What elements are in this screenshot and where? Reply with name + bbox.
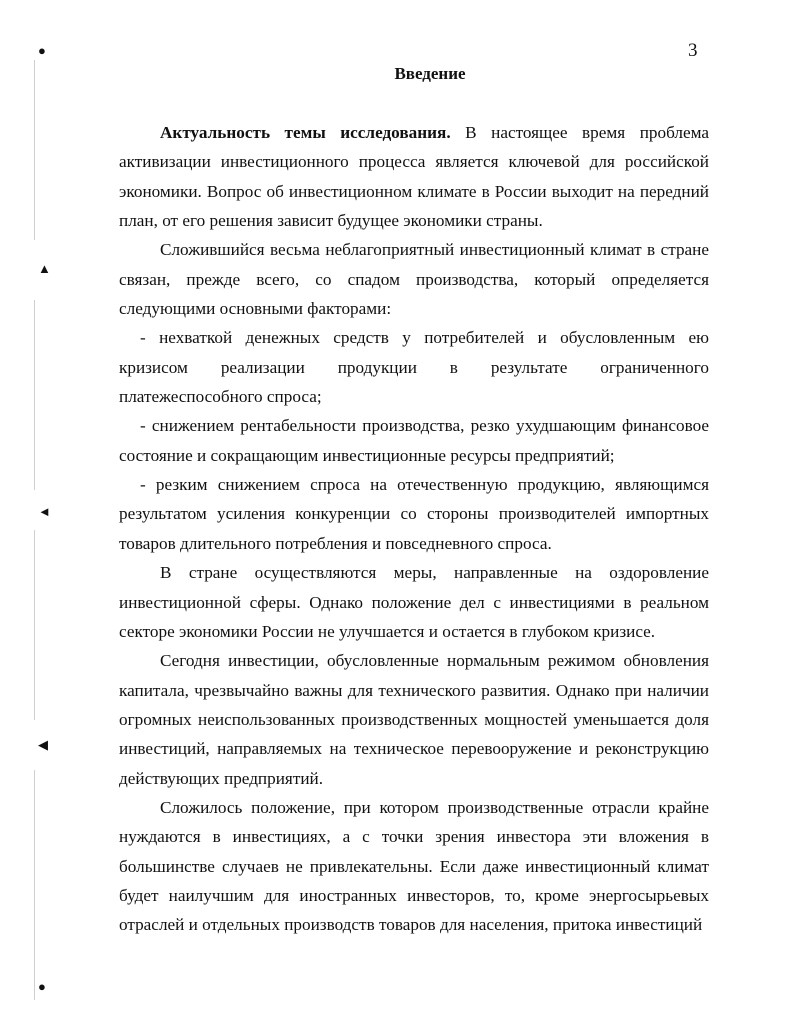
scan-margin-line <box>34 770 35 1000</box>
paragraph-text: В настоящее время проблема активизации инвестиционного процесса является ключевой для российской экономики. Вопрос об инвестиционном климате в России выходит на передний план, от его решения зависит будущее экономики страны. <box>119 123 709 231</box>
paragraph: Сложилось положение, при котором производственные отрасли крайне нуждаются в инвестициях, а с точки зрения инвестора эти вложения в большинстве случаев не привлекательны. Если даже инвестиционный климат будет наилучшим для иностранных инвесторов, то, кроме энергосырьевых отраслей и отдельных производств товаров для населения, притока инвестиций <box>119 797 709 935</box>
scan-mark-icon: ◄ <box>38 504 51 519</box>
scan-mark-icon: ● <box>38 979 46 994</box>
scan-mark-icon: ◀ <box>38 737 48 752</box>
paragraph: Сегодня инвестиции, обусловленные нормальным режимом обновления капитала, чрезвычайно важны для технического развития. Однако при наличии огромных неиспользованных производственных мощностей уменьшается доля инвестиций, направляемых на техническое перевооружение и реконструкцию действующих предприятий. <box>119 651 709 788</box>
scan-margin-line <box>34 60 35 240</box>
scan-margin-line <box>34 300 35 490</box>
list-item: - нехваткой денежных средств у потребителей и обусловленным ею кризисом реализации продукции в результате ограниченного платежеспособного спроса; <box>119 328 709 407</box>
scan-mark-icon: ● <box>38 43 46 58</box>
list-item: - резким снижением спроса на отечественную продукцию, являющимся результатом усиления конкуренции со стороны производителей импортных товаров длительного потребления и повседневного спроса. <box>119 475 709 553</box>
page-title: Введение <box>394 64 466 83</box>
body-text <box>119 118 709 940</box>
paragraph <box>119 118 709 235</box>
paragraph-lead: Актуальность темы исследования. <box>160 123 451 142</box>
list-item: - снижением рентабельности производства, резко ухудшающим финансовое состояние и сокращающим инвестиционные ресурсы предприятий; <box>119 416 709 465</box>
paragraph: Сложившийся весьма неблагоприятный инвестиционный климат в стране связан, прежде всего, со спадом производства, который определяется следующими основными факторами: <box>119 240 709 319</box>
scan-margin-line <box>34 530 35 720</box>
page-number: 3 <box>688 40 698 61</box>
paragraph: В стране осуществляются меры, направленные на оздоровление инвестиционной сферы. Однако положение дел с инвестициями в реальном секторе экономики России не улучшается и остается в глубоком кризисе. <box>119 563 709 641</box>
scan-mark-icon: ▲ <box>38 261 51 276</box>
